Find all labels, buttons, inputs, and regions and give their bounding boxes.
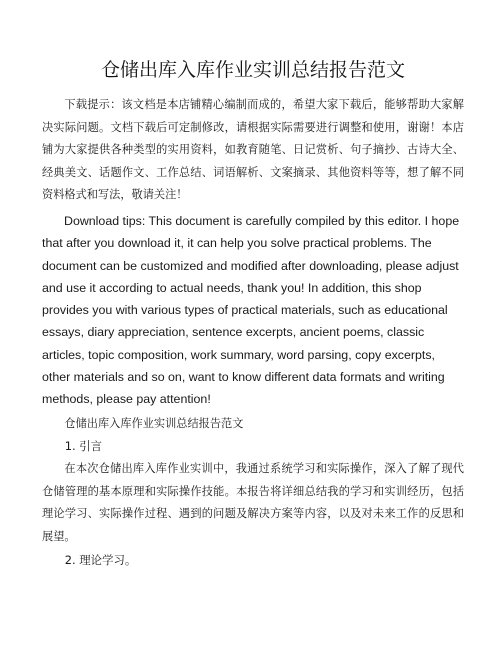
section-2-heading: 2. 理论学习。 [64, 552, 137, 567]
section-1-body: 在本次仓储出库入库作业实训中，我通过系统学习和实际操作，深入了解了现代仓储管理的基本原理和实际操作技能。本报告将详细总结我的学习和实训经历，包括理论学习、实际操作过程、遇到的问题及解决方案等内容，以及对未来工作的反思和展望。 [42, 462, 464, 544]
download-notice-chinese: 下载提示：该文档是本店铺精心编制而成的，希望大家下载后，能够帮助大家解决实际问题。文档下载后可定制修改，请根据实际需要进行调整和使用，谢谢！本店铺为大家提供各种类型的实用资料，如教育随笔、日记赏析、句子摘抄、古诗大全、经典美文、话题作文、工作总结、词语解析、文案摘录、其他资料等等，想了解不同资料格式和写法，敬请关注！ [42, 98, 464, 202]
download-notice-english: Download tips: This document is carefully compiled by this editor. I hope that after you download it, it can help you solve practical problems. The document can be customized and modified after downloading, please adjust and use it according to actual needs, thank you! In addition, this shop provides you with various types of practical materials, such as educational essays, diary appreciation, sentence excerpts, ancient poems, classic articles, topic composition, work summary, word parsing, copy excerpts, other materials and so on, want to know different data formats and writing methods, please pay attention! [42, 213, 460, 407]
document-subtitle: 仓储出库入库作业实训总结报告范文 [64, 416, 244, 430]
section-1-heading: 1. 引言 [64, 439, 103, 454]
document-title: 仓储出库入库作业实训总结报告范文 [100, 59, 405, 81]
